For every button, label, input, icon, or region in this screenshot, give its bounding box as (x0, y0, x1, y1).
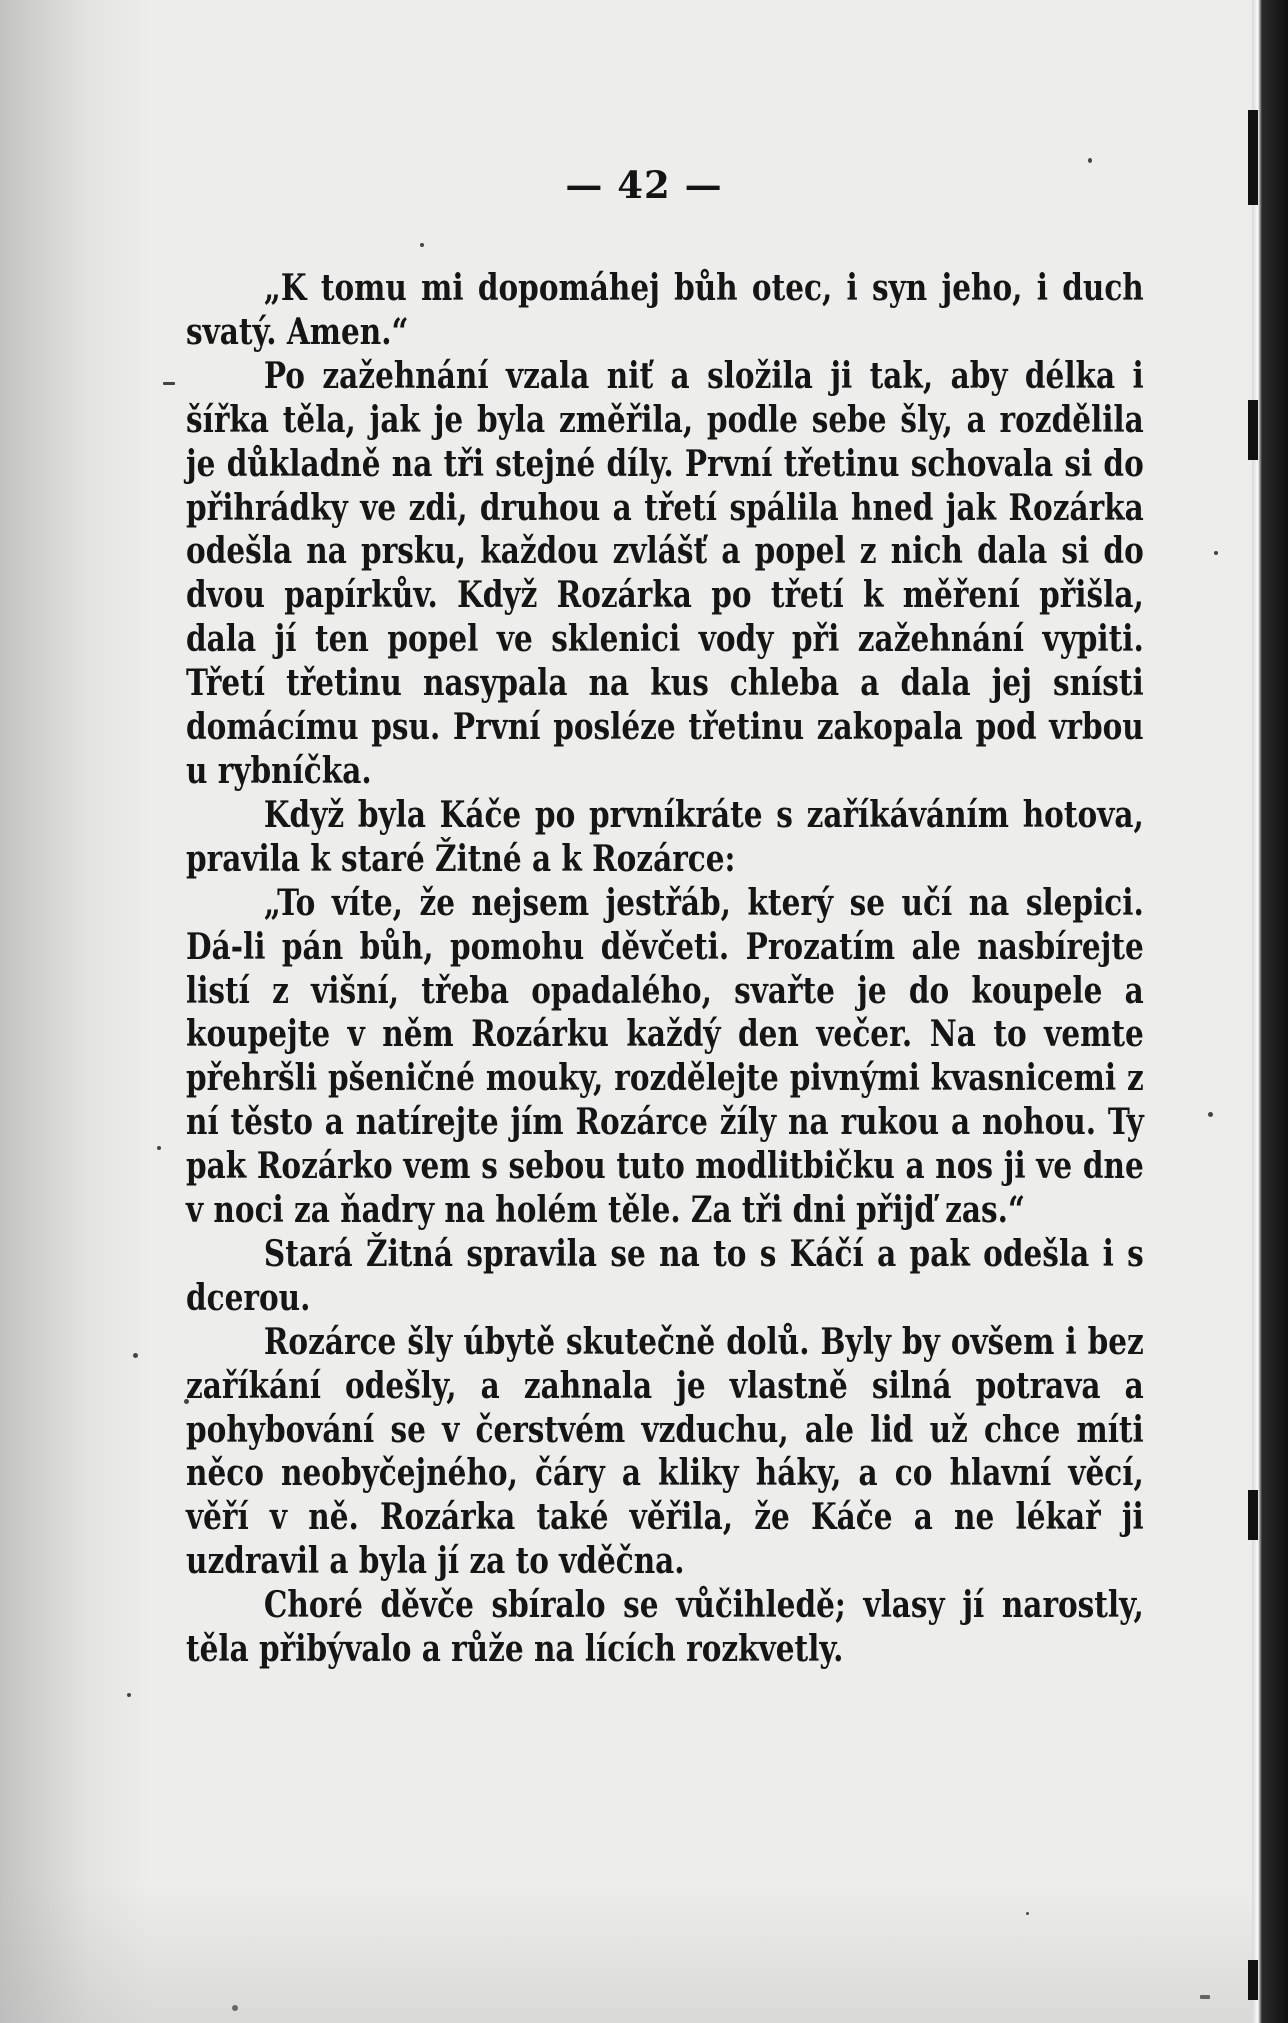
ink-speck (420, 243, 424, 247)
ink-speck (127, 1693, 131, 1697)
paragraph: „To víte, že nejsem jestřáb, který se učí na slepici. Dá-li pán bůh, pomohu děvčeti. Prozatím ale nasbírejte listí z višní, třeba opadalého, svařte je do koupele a koupejte v něm Rozárku každý den večer. Na to vemte přehršli pšeničné mouky, rozdělejte pivnými kvasnicemi z ní těsto a natírejte jím Rozárce žíly na rukou a nohou. Ty pak Rozárko vem s sebou tuto modlitbičku a nos ji ve dne v noci za ňadry na holém těle. Za tři dni přijď zas.“ (186, 881, 1144, 1232)
ink-speck (232, 2005, 238, 2011)
paragraph: Po zažehnání vzala niť a složila ji tak, aby délka i šířka těla, jak je byla změřila, podle sebe šly, a rozdělila je důkladně na tři stejné díly. První třetinu schovala si do přihrádky ve zdi, druhou a třetí spálila hned jak Rozárka odešla na prsku, každou zvlášť a popel z nich dala si do dvou papírkův. Když Rozárka po třetí k měření přišla, dala jí ten popel ve sklenici vody při zažehnání vypiti. Třetí třetinu nasypala na kus chleba a dala jej snísti domácímu psu. První posléze třetinu zakopala pod vrbou u rybníčka. (186, 354, 1144, 792)
paragraph: Stará Žitná spravila se na to s Káčí a pak odešla i s dcerou. (186, 1232, 1144, 1319)
ink-speck (163, 382, 175, 385)
body-text (186, 267, 1144, 1672)
page-edge-mark (1248, 1960, 1258, 2000)
paragraph: Když byla Káče po prvníkráte s zaříkáváním hotova, pravila k staré Žitné a k Rozárce: (186, 793, 1144, 880)
paragraph: Rozárce šly úbytě skutečně dolů. Byly by ovšem i bez zaříkání odešly, a zahnala je vlastně silná potrava a pohybování se v čerstvém vzduchu, ale lid už chce míti něco neobyčejného, čáry a kliky háky, a co hlavní věcí, věří v ně. Rozárka také věřila, že Káče a ne lékař ji uzdravil a byla jí za to vděčna. (186, 1320, 1144, 1583)
paragraph: Choré děvče sbíralo se vůčihledě; vlasy jí narostly, těla přibývalo a růže na lících rozkvetly. (186, 1584, 1144, 1671)
ink-speck (157, 1146, 161, 1150)
page-edge-mark (1248, 110, 1258, 205)
ink-speck (1208, 1112, 1213, 1117)
ink-speck (1200, 1995, 1210, 1999)
ink-speck (133, 1353, 138, 1358)
ink-speck (1026, 1912, 1029, 1915)
page-edge-mark (1248, 1490, 1258, 1540)
page-number: — 42 — (565, 163, 723, 207)
book-edge (1252, 0, 1288, 2023)
page-edge-mark (1248, 400, 1258, 460)
ink-speck (1214, 551, 1218, 555)
paragraph: „K tomu mi dopomáhej bůh otec, i syn jeho, i duch svatý. Amen.“ (186, 267, 1144, 353)
